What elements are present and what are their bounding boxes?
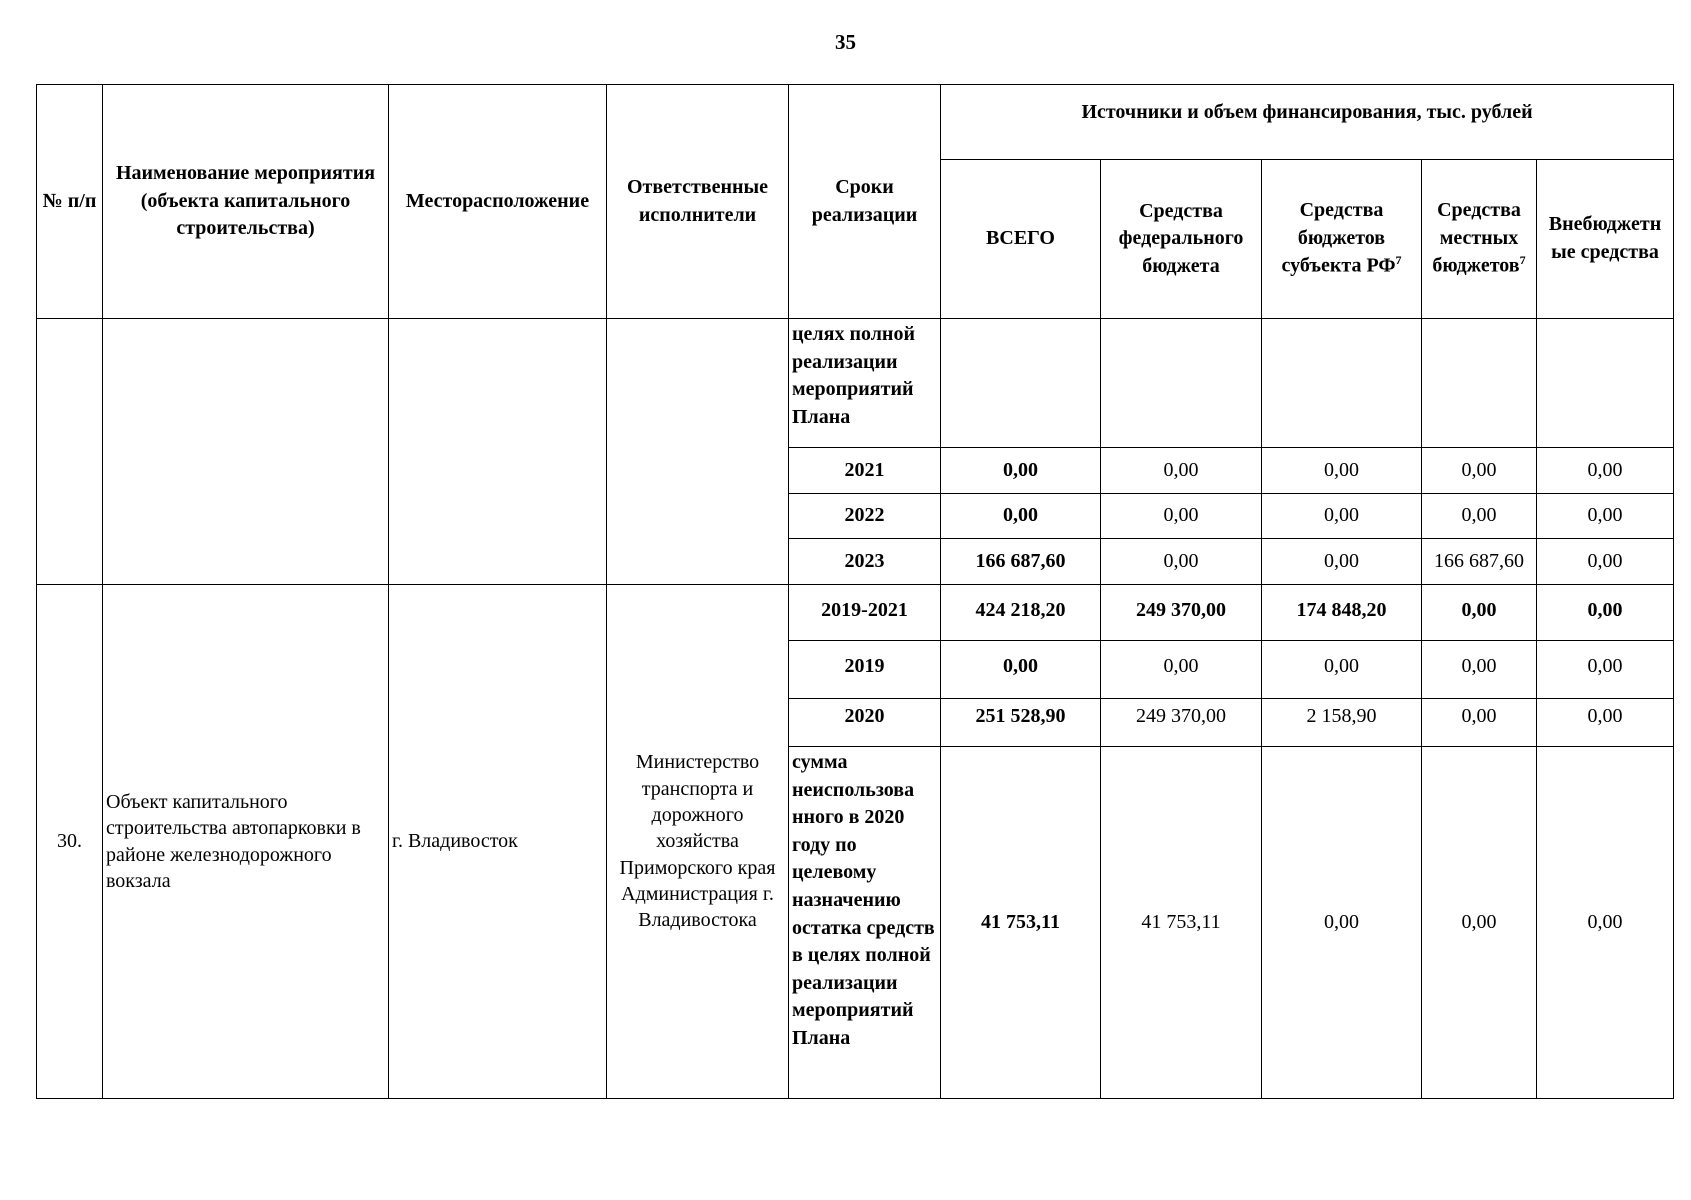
extra-cell: 0,00 [1537,448,1674,494]
extra-cell: 0,00 [1537,641,1674,699]
header-location: Месторасположение [389,85,607,319]
regional-cell: 0,00 [1262,747,1422,1099]
period-cell: 2021 [789,448,941,494]
item-responsible: Министерство транспорта и дорожного хозяйства Приморского края Администрация г. Владивостока [607,585,789,1099]
header-local [1422,160,1537,319]
header-sources: Источники и объем финансирования, тыс. рублей [941,85,1674,160]
header-local-label: Средства местных бюджетов [1432,199,1521,278]
financing-table [36,84,1674,1099]
local-cell: 0,00 [1422,494,1537,539]
table-row [37,585,1674,641]
empty-cell [1101,319,1262,448]
empty-cell [941,319,1101,448]
header-local-sup: 7 [1519,253,1526,268]
regional-cell: 0,00 [1262,448,1422,494]
local-cell: 0,00 [1422,448,1537,494]
header-name: Наименование мероприятия (объекта капитального строительства) [103,85,389,319]
header-federal: Средства федерального бюджета [1101,160,1262,319]
period-cell: 2023 [789,539,941,585]
header-row-1 [37,85,1674,160]
cont-note-text: целях полной реализации мероприятий Плана [789,319,941,448]
federal-cell: 249 370,00 [1101,699,1262,747]
federal-cell: 41 753,11 [1101,747,1262,1099]
item-num: 30. [37,585,103,1099]
header-num: № п/п [37,85,103,319]
local-cell: 0,00 [1422,641,1537,699]
table-row [37,319,1674,448]
cont-name-cell [103,319,389,585]
header-regional-sup: 7 [1395,253,1402,268]
regional-cell: 2 158,90 [1262,699,1422,747]
total-cell: 41 753,11 [941,747,1101,1099]
empty-cell [1422,319,1537,448]
extra-cell: 0,00 [1537,699,1674,747]
total-cell: 0,00 [941,448,1101,494]
header-period: Сроки реализации [789,85,941,319]
total-cell: 0,00 [941,494,1101,539]
total-cell: 424 218,20 [941,585,1101,641]
federal-cell: 0,00 [1101,539,1262,585]
federal-cell: 249 370,00 [1101,585,1262,641]
period-cell: 2022 [789,494,941,539]
period-cell: 2019-2021 [789,585,941,641]
note-period-cell: сумма неиспользова нного в 2020 году по целевому назначению остатка средств в целях полной реализации мероприятий Плана [789,747,941,1099]
extra-cell: 0,00 [1537,494,1674,539]
header-regional [1262,160,1422,319]
regional-cell: 0,00 [1262,539,1422,585]
local-cell: 166 687,60 [1422,539,1537,585]
empty-cell [1262,319,1422,448]
federal-cell: 0,00 [1101,641,1262,699]
regional-cell: 174 848,20 [1262,585,1422,641]
cont-num-cell [37,319,103,585]
regional-cell: 0,00 [1262,494,1422,539]
header-responsible: Ответственные исполнители [607,85,789,319]
cont-location-cell [389,319,607,585]
header-extra: Внебюджетн ые средства [1537,160,1674,319]
header-total: ВСЕГО [941,160,1101,319]
federal-cell: 0,00 [1101,448,1262,494]
federal-cell: 0,00 [1101,494,1262,539]
local-cell: 0,00 [1422,747,1537,1099]
local-cell: 0,00 [1422,585,1537,641]
period-cell: 2019 [789,641,941,699]
cont-responsible-cell [607,319,789,585]
local-cell: 0,00 [1422,699,1537,747]
regional-cell: 0,00 [1262,641,1422,699]
total-cell: 166 687,60 [941,539,1101,585]
extra-cell: 0,00 [1537,585,1674,641]
total-cell: 0,00 [941,641,1101,699]
total-cell: 251 528,90 [941,699,1101,747]
empty-cell [1537,319,1674,448]
page-number: 35 [835,30,856,54]
header-regional-label: Средства бюджетов субъекта РФ [1281,199,1396,278]
extra-cell: 0,00 [1537,747,1674,1099]
extra-cell: 0,00 [1537,539,1674,585]
item-location: г. Владивосток [389,585,607,1099]
period-cell: 2020 [789,699,941,747]
item-name: Объект капитального строительства автопарковки в районе железнодорожного вокзала [103,585,389,1099]
